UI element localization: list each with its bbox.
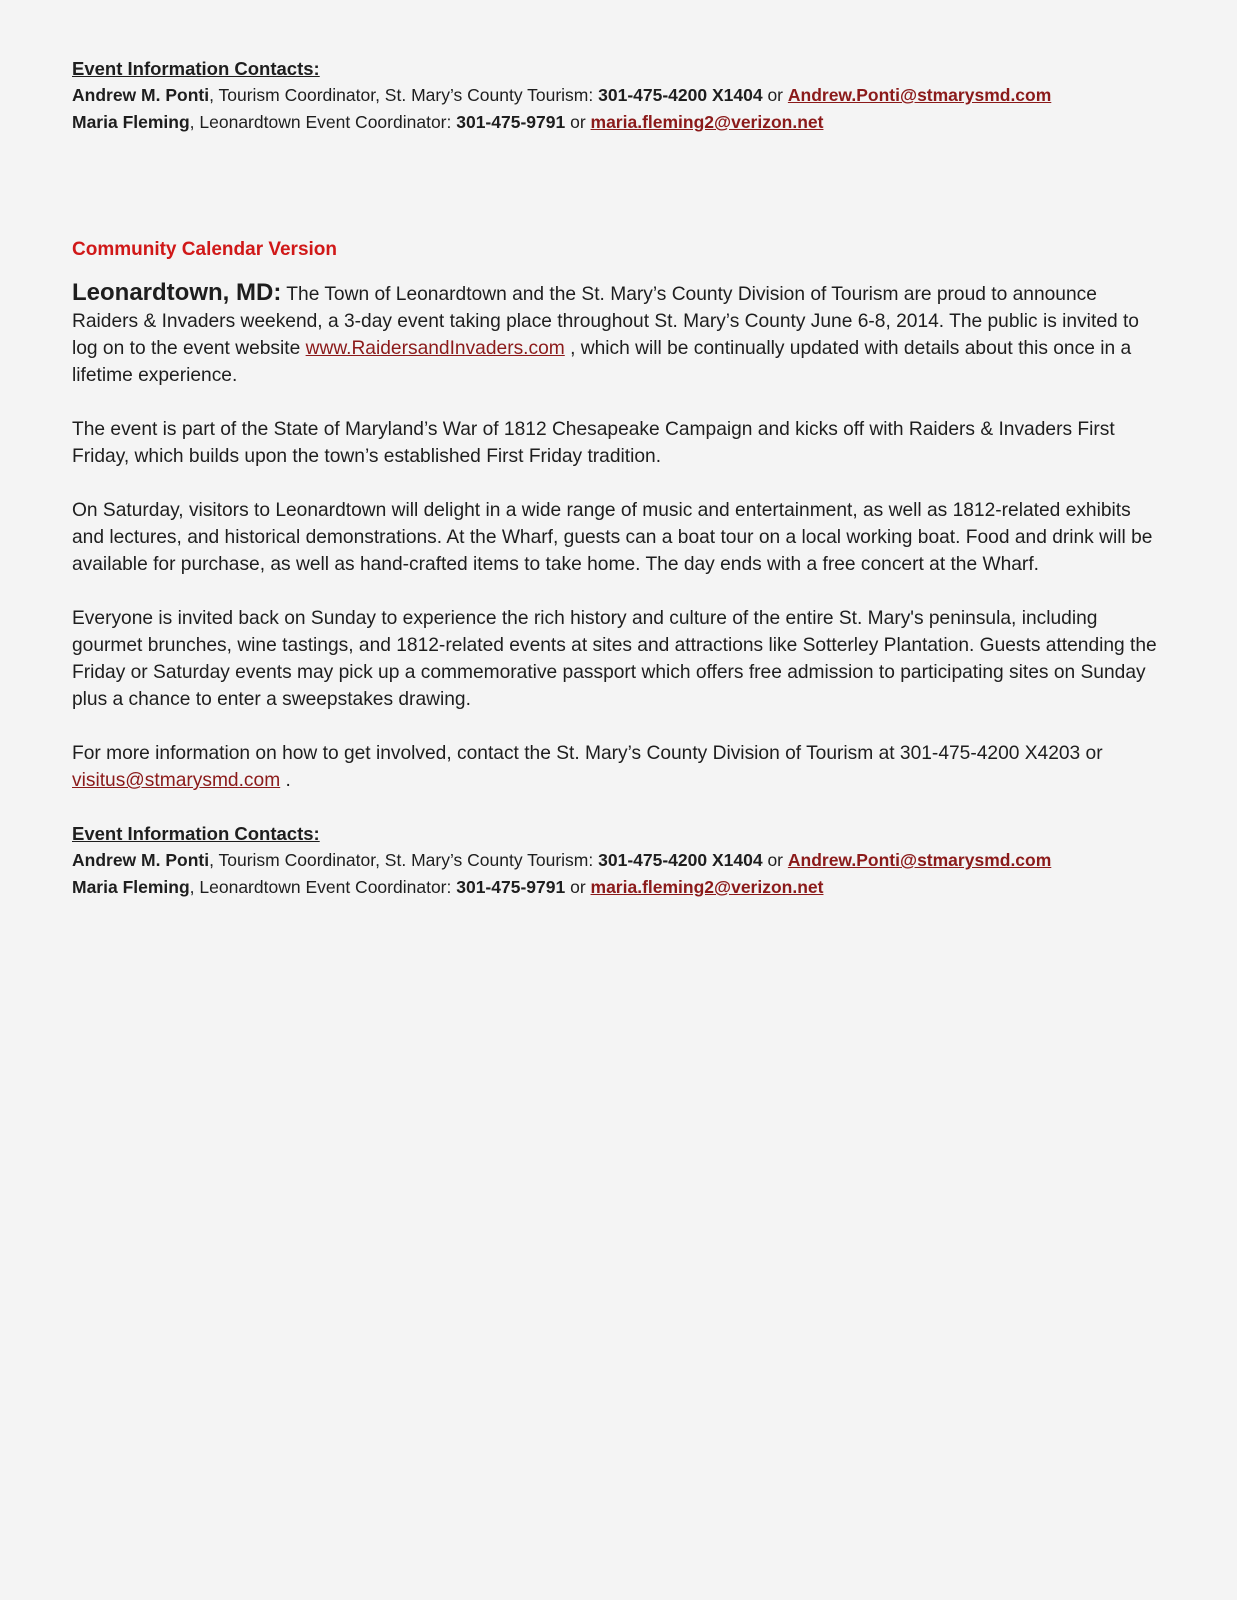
contact-phone: 301-475-4200 X1404 [598,85,763,105]
contact-email-link[interactable]: Andrew.Ponti@stmarysmd.com [787,85,1052,105]
contact-role: , Tourism Coordinator, St. Mary’s County Tourism: [209,85,599,105]
contact-line-ponti [72,847,1167,874]
contact-line-fleming [72,874,1167,901]
contact-role: , Leonardtown Event Coordinator: [189,112,457,132]
paragraph-campaign: The event is part of the State of Maryland’s War of 1812 Chesapeake Campaign and kicks off with Raiders & Invaders First Friday, which builds upon the town’s established First Friday tradition. [72,419,1115,467]
event-contacts-top [72,55,1167,136]
more-info-end: . [280,770,291,791]
contact-line-ponti [72,82,1167,109]
dateline: Leonardtown, MD: [72,279,282,306]
contact-or: or [762,850,788,870]
contact-line-fleming [72,109,1167,136]
contact-role: , Leonardtown Event Coordinator: [189,877,457,897]
event-contacts-bottom [72,820,1167,901]
contacts-heading: Event Information Contacts: [72,823,320,844]
visitus-email-link[interactable]: visitus@stmarysmd.com [72,770,281,791]
contact-name: Andrew M. Ponti [72,850,210,870]
contact-phone: 301-475-9791 [456,112,566,132]
contact-phone: 301-475-4200 X1404 [598,850,763,870]
contact-or: or [565,112,591,132]
intro-text-end: , which will be continually updated with details about this once in a lifetime experience. [72,338,1132,386]
contact-email-link[interactable]: maria.fleming2@verizon.net [590,877,824,897]
contact-name: Maria Fleming [72,112,190,132]
paragraph-more-info [72,740,1167,794]
paragraph-sunday: Everyone is invited back on Sunday to experience the rich history and culture of the entire St. Mary's peninsula, including gourmet brunches, wine tastings, and 1812-related events at sites and attractions like Sotterley Plantation. Guests attending the Friday or Saturday events may pick up a commemorative passport which offers free admission to participating sites on Sunday plus a chance to enter a sweepstakes drawing. [72,608,1157,710]
contact-or: or [565,877,591,897]
paragraph-saturday: On Saturday, visitors to Leonardtown will delight in a wide range of music and entertainment, as well as 1812-related exhibits and lectures, and historical demonstrations. At the Wharf, guests can a boat tour on a local working boat. Food and drink will be available for purchase, as well as hand-crafted items to take home. The day ends with a free concert at the Wharf. [72,500,1153,575]
community-calendar-heading: Community Calendar Version [72,239,338,260]
contact-role: , Tourism Coordinator, St. Mary’s County Tourism: [209,850,599,870]
contact-phone: 301-475-9791 [456,877,566,897]
intro-paragraph [72,279,1167,389]
contact-name: Andrew M. Ponti [72,85,210,105]
document-page [72,55,1167,901]
contacts-heading: Event Information Contacts: [72,58,320,79]
contact-email-link[interactable]: maria.fleming2@verizon.net [590,112,824,132]
contact-or: or [762,85,788,105]
contact-name: Maria Fleming [72,877,190,897]
contact-email-link[interactable]: Andrew.Ponti@stmarysmd.com [787,850,1052,870]
event-website-link[interactable]: www.RaidersandInvaders.com [305,338,565,359]
more-info-text: For more information on how to get involved, contact the St. Mary’s County Division of Tourism at 301-475-4200 X4203 or [72,743,1103,764]
intro-text: The Town of Leonardtown and the St. Mary’s County Division of Tourism are proud to announce Raiders & Invaders weekend, a 3-day event taking place throughout St. Mary’s County June 6-8, 2014. The public is invited to log on to the event website [72,284,1139,359]
